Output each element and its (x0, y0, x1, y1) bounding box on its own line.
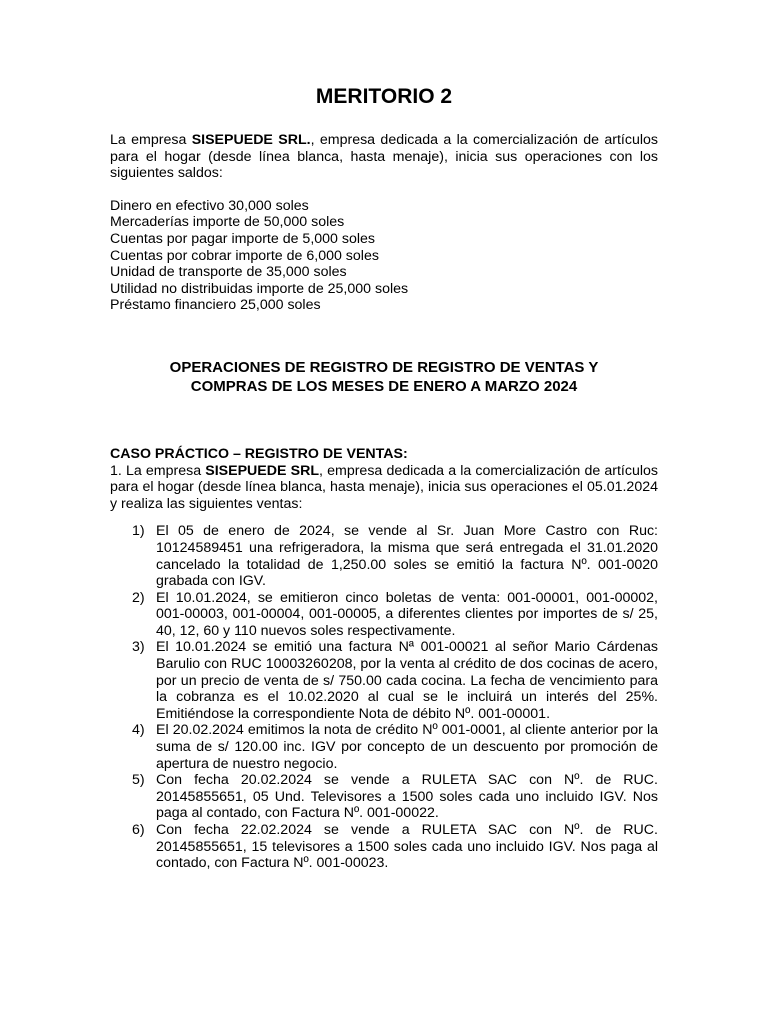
operation-number: 6) (132, 822, 145, 838)
balance-item: Unidad de transporte de 35,000 soles (110, 264, 347, 281)
operation-number: 2) (132, 589, 145, 606)
balance-item: Préstamo financiero 25,000 soles (110, 297, 321, 314)
intro-text-before: La empresa (110, 132, 192, 148)
operation-text: El 10.01.2024, se emitieron cinco boletas de venta: 001-00001, 001-00002, 001-00003, 001-00004, 001-00005, a diferentes clientes por importes de s/ 25, 40, 12, 60 y 110 nuevos soles respectivamente. (156, 589, 658, 639)
operation-item (110, 590, 658, 640)
operation-item (110, 639, 658, 722)
operation-number: 1) (132, 523, 145, 540)
section-heading (110, 358, 658, 396)
operation-item (110, 523, 658, 589)
case-heading: CASO PRÁCTICO – REGISTRO DE VENTAS: (110, 445, 408, 462)
intro-paragraph (110, 132, 658, 182)
balance-item: Utilidad no distribuidas importe de 25,000 soles (110, 280, 409, 297)
balance-item: Cuentas por pagar importe de 5,000 soles (110, 230, 375, 247)
operation-item (110, 772, 658, 822)
intro-text-after: , empresa dedicada a la comercialización de artículos para el hogar (desde línea blanca, hasta menaje), inicia sus operaciones con los siguientes saldos: (110, 132, 658, 182)
operation-item (110, 822, 658, 872)
balance-item: Mercaderías importe de 50,000 soles (110, 214, 345, 231)
operation-text: Con fecha 22.02.2024 se vende a RULETA SAC con Nº. de RUC. 20145855651, 15 televisores a 1500 soles cada uno incluido IGV. Nos paga al contado, con Factura Nº. 001-00023. (156, 822, 658, 872)
operation-number: 3) (132, 639, 145, 656)
operation-text: El 10.01.2024 se emitió una factura Nª 001-00021 al señor Mario Cárdenas Barulio con RUC 10003260208, por la venta al crédito de dos cocinas de acero, por un precio de venta de s/ 750.00 cada cocina. La fecha de vencimiento para la cobranza es el 10.02.2020 al cual se le incluirá un interés del 25%. Emitiéndose la correspondiente Nota de débito Nº. 001-00001. (156, 639, 658, 722)
section-heading-line-1: OPERACIONES DE REGISTRO DE REGISTRO DE VENTAS Y (169, 358, 599, 376)
operation-item (110, 722, 658, 772)
document-title: MERITORIO 2 (315, 85, 453, 108)
case-company-name: SISEPUEDE SRL (205, 462, 320, 479)
sales-operations-list (110, 523, 658, 871)
case-intro-text-after: , empresa dedicada a la comercialización de artículos para el hogar (desde línea blanca, hasta menaje), inicia sus operaciones el 05.01.2024 y realiza las siguientes ventas: (110, 462, 658, 512)
operation-number: 5) (132, 772, 145, 789)
case-intro-paragraph (110, 463, 658, 513)
operation-number: 4) (132, 722, 145, 739)
intro-company-name: SISEPUEDE SRL. (191, 132, 311, 148)
opening-balances-list (110, 198, 658, 314)
document-page (110, 84, 658, 872)
operation-text: Con fecha 20.02.2024 se vende a RULETA SAC con Nº. de RUC. 20145855651, 05 Und. Televisores a 1500 soles cada uno incluido IGV. Nos paga al contado, con Factura Nº. 001-00022. (156, 772, 658, 822)
case-intro-text-before: 1. La empresa (110, 462, 206, 479)
balance-item: Cuentas por cobrar importe de 6,000 soles (110, 247, 379, 264)
balance-item: Dinero en efectivo 30,000 soles (110, 197, 309, 214)
section-heading-line-2: COMPRAS DE LOS MESES DE ENERO A MARZO 2024 (190, 377, 578, 395)
operation-text: El 05 de enero de 2024, se vende al Sr. Juan More Castro con Ruc: 10124589451 una refrigeradora, la misma que será entregada el 31.01.2020 cancelado la totalidad de 1,250.00 soles se emitió la factura Nº. 001-0020 grabada con IGV. (156, 523, 658, 590)
operation-text: El 20.02.2024 emitimos la nota de crédito Nº 001-0001, al cliente anterior por la suma de s/ 120.00 inc. IGV por concepto de un descuento por promoción de apertura de nuestro negocio. (156, 722, 658, 772)
